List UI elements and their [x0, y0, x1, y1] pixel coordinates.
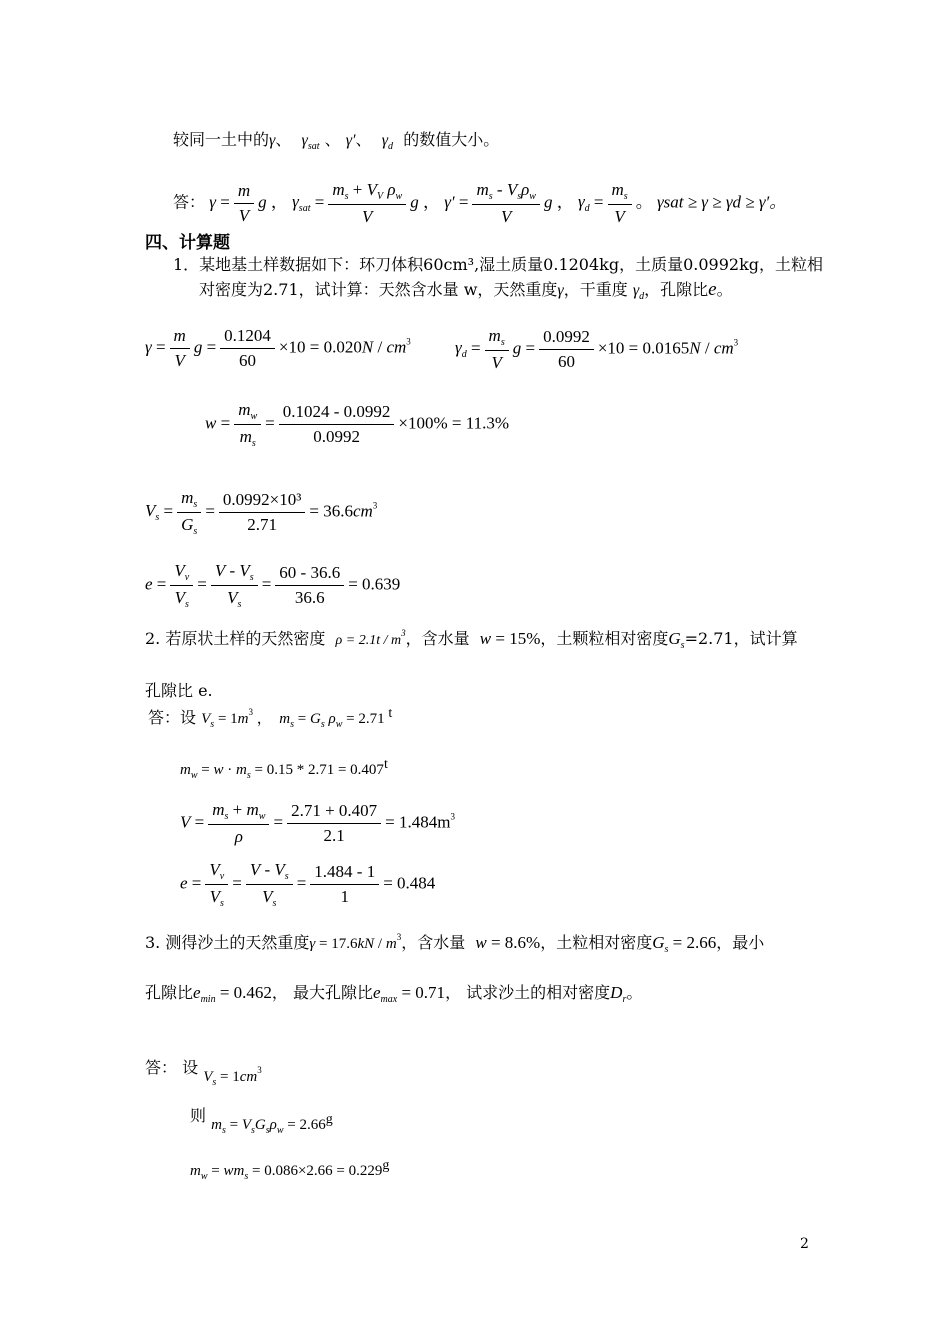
text: ，干重度 [563, 280, 628, 299]
answer-label: 答： 设 [145, 1058, 199, 1077]
e-result: 0.639 [362, 574, 401, 594]
then-label: 则 [190, 1106, 207, 1125]
problem1-line2 [199, 277, 733, 302]
e-numerator: 1.484 - 1 [310, 862, 379, 885]
text: 、 [324, 130, 341, 149]
text: ， 最大孔隙比 [271, 983, 373, 1002]
text: 、 [355, 130, 372, 149]
e-result: 0.484 [397, 873, 436, 893]
problem1-line1: 1．某地基土样数据如下：环刀体积60cm³,湿土质量0.1204kg，土质量0.0992kg，土粒相 [173, 255, 824, 274]
dr-symbol: $D_r$ [610, 983, 627, 1005]
intro-line [173, 127, 499, 152]
rho-expression: $\rho = 2.1t / m^3$ [335, 628, 406, 648]
v-numerator: 2.71 + 0.407 [287, 801, 381, 824]
gamma-symbol: γ [269, 132, 276, 149]
problem2-eq-v: V = $\frac{m_s + m_w}{\rho}$ = $\frac{2.71 + 0.407}{2.1}$ = $1.484m^3$ [180, 800, 455, 846]
emin-expression: $e_{min} = 0.462$ [193, 983, 272, 1005]
section-title: 四、计算题 [145, 233, 230, 253]
text: 对密度为2.71，试计算：天然含水量 w，天然重度 [199, 280, 558, 299]
text: 孔隙比 [145, 983, 194, 1002]
vs-result: 36.6 [323, 501, 353, 521]
text: 。 [626, 983, 643, 1002]
gamma-sat-symbol: $\gamma_{sat}$ [301, 132, 320, 152]
e-denominator: 1 [340, 887, 349, 906]
problem2-line1 [145, 626, 798, 651]
text: ， 试求沙土的相对密度 [445, 983, 611, 1002]
text: 的数值大小。 [403, 130, 500, 149]
ms-result: 2.71 [358, 711, 385, 727]
w-numerator: 0.1024 - 0.0992 [279, 402, 395, 425]
text: 3. 测得沙土的天然重度 [145, 933, 310, 952]
w-denominator: 0.0992 [313, 427, 360, 446]
text: ，含水量 [405, 629, 470, 648]
e-denominator: 36.6 [294, 588, 325, 607]
vs-numerator: 0.0992×10³ [219, 490, 305, 513]
answer-label: 答：设 [148, 708, 197, 727]
text: 2. 若原状土样的天然密度 [145, 629, 326, 648]
gs-expression: $G_s = 2.66$ [652, 933, 717, 955]
gamma-prime-symbol: γ′ [345, 132, 356, 149]
ms-result: 2.66 [299, 1117, 326, 1133]
order-relation: γsat ≥ γ ≥ γd ≥ γ′。 [656, 192, 787, 212]
w-result: 11.3% [465, 413, 510, 433]
gamma-expression: $\gamma = 17.6kN / m^3$ [309, 932, 402, 952]
e-numerator: 60 - 36.6 [275, 563, 344, 586]
text: ，最小 [716, 933, 765, 952]
gamma-d-result: 0.0165 [642, 338, 690, 358]
text: ，土颗粒相对密度 [540, 629, 669, 648]
e-symbol: e [708, 279, 717, 300]
text: ，孔隙比 [644, 280, 709, 299]
problem1-eq-gamma: γ = $\frac{m}{V}$ g = $\frac{0.1204}{60}$ $\times 10 = 0.020N / cm^3$ [145, 326, 411, 370]
emax-expression: $e_{max} = 0.71$ [373, 983, 446, 1005]
problem3-answer-set: 答： 设 $V_s = 1cm^3$ [145, 1058, 262, 1088]
problem3-eq-mw: $m_w = wm_s = 0.086\times 2.66 = 0.229g$ [190, 1158, 390, 1182]
vs-denominator: 2.71 [247, 515, 278, 534]
v-denominator: 2.1 [323, 826, 345, 845]
problem2-line2: 孔隙比 e. [145, 681, 213, 700]
page-number: 2 [800, 1236, 809, 1252]
gs-symbol: $G_s$ [668, 629, 685, 651]
problem2-answer-set: 答：设 $V_s = 1m^3$ ， $m_s = G_s$ $\rho_w = 2.71$ t [148, 706, 393, 730]
problem2-eq-mw: $m_w = w \cdot m_s = 0.15 * 2.71 = 0.407t$ [180, 757, 388, 781]
gamma-symbol: γ [557, 282, 564, 299]
gamma-d-symbol: $\gamma_d$ [381, 132, 394, 152]
problem1-eq-w: w = $\frac{m_w}{m_s}$ = $\frac{0.1024 - 0.0992}{0.0992}$ ×100% = 11.3% [205, 400, 510, 449]
text: =2.71，试计算 [684, 629, 798, 648]
gamma-d-symbol: $\gamma_d$ [632, 282, 645, 302]
w-expression: w = 8.6% [475, 933, 541, 952]
intro-answer: 答： γ = $\frac{m}{V}$ g ， $\gamma_{sat}$ = $\frac{m_s + V_V \rho_w}{V}$ g ， γ′ = $\frac{m_s - V_s\rho_w}{V}$ g ， $\gamma_d$ = $\frac{m_s}{V}$ 。 γsat ≥ γ ≥ γd ≥ γ′。 [173, 180, 787, 226]
text: 较同一土中的 [173, 130, 270, 149]
gamma-result: 0.020 [323, 337, 362, 357]
mw-expression: 0.086×2.66 = 0.229 [264, 1163, 383, 1179]
text: ，土粒相对密度 [540, 933, 653, 952]
problem1-eq-gamma-d: $\gamma_d$ = $\frac{m_s}{V}$ g = $\frac{0.0992}{60}$ $\times 10 = 0.0165N / cm^3$ [455, 326, 739, 372]
v-result: 1.484 [399, 812, 438, 832]
mw-expression: 0.15 * 2.71 = 0.407 [266, 762, 384, 778]
problem3-line2 [145, 980, 642, 1005]
w-expression: w = 15% [479, 629, 541, 648]
problem3-line1 [145, 930, 764, 955]
text: 、 [275, 130, 292, 149]
text: 。 [716, 280, 733, 299]
problem3-then: 则 $m_s = V_sG_s\rho_w = 2.66g$ [190, 1106, 333, 1136]
problem1-eq-vs: $V_s$ = $\frac{m_s}{G_s}$ = $\frac{\text{0.0992×10³}}{2.71}$ = $36.6cm^3$ [145, 488, 378, 537]
problem1-eq-e: e = $\frac{V_v}{V_s}$ = $\frac{V - V_s}{V_s}$ = $\frac{60 - 36.6}{36.6}$ = 0.639 [145, 561, 401, 610]
problem2-eq-e: e = $\frac{V_v}{V_s}$ = $\frac{V - V_s}{V_s}$ = $\frac{1.484 - 1}{1}$ = 0.484 [180, 860, 436, 909]
text: ，含水量 [401, 933, 466, 952]
answer-label: 答： [173, 192, 206, 212]
